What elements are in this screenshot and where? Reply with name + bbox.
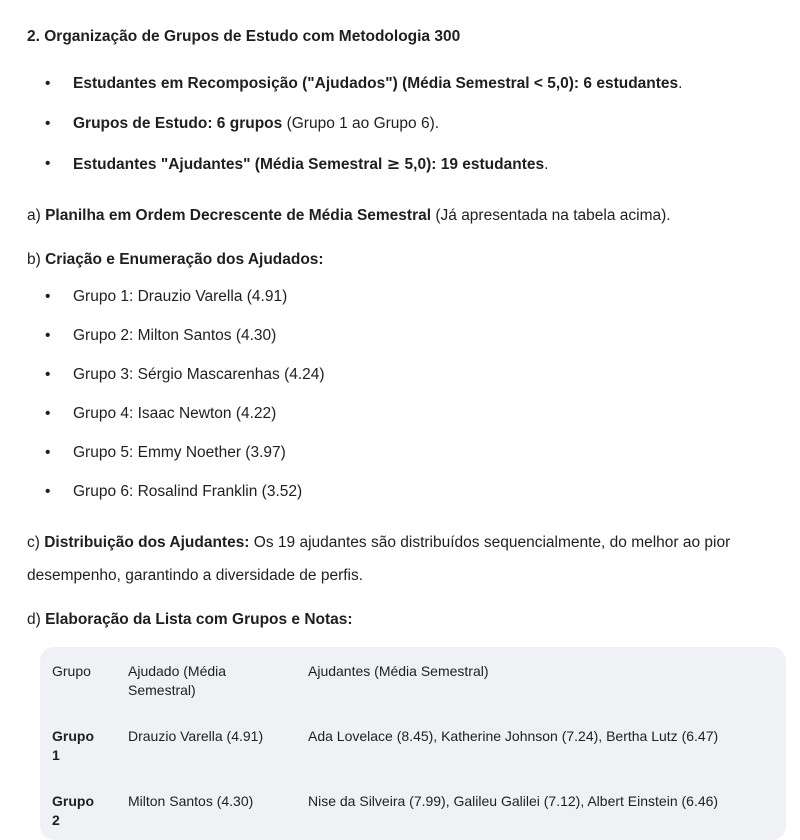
bullet-rest-text: .	[678, 75, 683, 92]
list-item: • Grupo 3: Sérgio Mascarenhas (4.24)	[27, 363, 784, 387]
column-header-grupo: Grupo	[52, 663, 91, 679]
section-prefix: d)	[27, 611, 46, 628]
groups-table-card	[40, 647, 786, 840]
cell-grupo: Grupo 1	[52, 728, 94, 763]
section-prefix: b)	[27, 251, 46, 268]
column-header-ajudantes: Ajudantes (Média Semestral)	[308, 663, 489, 679]
section-a	[27, 199, 784, 232]
cell-ajudado: Drauzio Varella (4.91)	[128, 728, 264, 744]
section-bold-text: Elaboração da Lista com Grupos e Notas:	[45, 611, 353, 628]
section-bold-text: Distribuição dos Ajudantes:	[44, 534, 250, 551]
table-row	[40, 775, 786, 840]
section-b	[27, 243, 784, 276]
bullet-rest-text: .	[544, 156, 549, 173]
bullet-grupos	[27, 112, 784, 136]
section-c	[27, 526, 784, 592]
table-header-row	[40, 647, 786, 710]
cell-ajudantes: Nise da Silveira (7.99), Galileu Galilei (7.12), Albert Einstein (6.46)	[308, 793, 719, 809]
section-heading: 2. Organização de Grupos de Estudo com Metodologia 300	[27, 28, 461, 45]
bullet-bold-text: Estudantes em Recomposição ("Ajudados") (Média Semestral < 5,0): 6 estudantes	[73, 75, 679, 92]
list-item: • Grupo 1: Drauzio Varella (4.91)	[27, 285, 784, 309]
table-row	[40, 710, 786, 775]
ajudados-list	[27, 285, 784, 504]
bullet-ajudados	[27, 72, 784, 96]
greater-equal-symbol: ≥	[386, 154, 401, 173]
section-rest-text: (Já apresentada na tabela acima).	[431, 207, 671, 224]
section-d	[27, 603, 784, 636]
bullet-bold-text: 5,0): 19 estudantes	[400, 156, 545, 173]
cell-grupo: Grupo 2	[52, 793, 94, 828]
cell-ajudado: Milton Santos (4.30)	[128, 793, 254, 809]
list-item: • Grupo 6: Rosalind Franklin (3.52)	[27, 480, 784, 504]
bullet-bold-text: Estudantes "Ajudantes" (Média Semestral	[73, 156, 387, 173]
summary-bullet-list	[27, 72, 784, 177]
column-header-ajudado: Ajudado (Média Semestral)	[128, 663, 227, 698]
section-rest-text: Os 19 ajudantes são distribuídos sequencialmente, do melhor ao pior desempenho, garantindo a diversidade de perfis.	[27, 534, 731, 584]
groups-table	[40, 647, 786, 840]
section-bold-text: Criação e Enumeração dos Ajudados:	[45, 251, 324, 268]
section-prefix: a)	[27, 207, 46, 224]
list-item: • Grupo 2: Milton Santos (4.30)	[27, 324, 784, 348]
cell-ajudantes: Ada Lovelace (8.45), Katherine Johnson (7.24), Bertha Lutz (6.47)	[308, 728, 719, 744]
section-prefix: c)	[27, 534, 45, 551]
list-item: • Grupo 5: Emmy Noether (3.97)	[27, 441, 784, 465]
bullet-rest-text: (Grupo 1 ao Grupo 6).	[282, 115, 440, 132]
section-bold-text: Planilha em Ordem Decrescente de Média Semestral	[45, 207, 432, 224]
bullet-bold-text: Grupos de Estudo: 6 grupos	[73, 115, 283, 132]
bullet-ajudantes	[27, 152, 784, 177]
list-item: • Grupo 4: Isaac Newton (4.22)	[27, 402, 784, 426]
